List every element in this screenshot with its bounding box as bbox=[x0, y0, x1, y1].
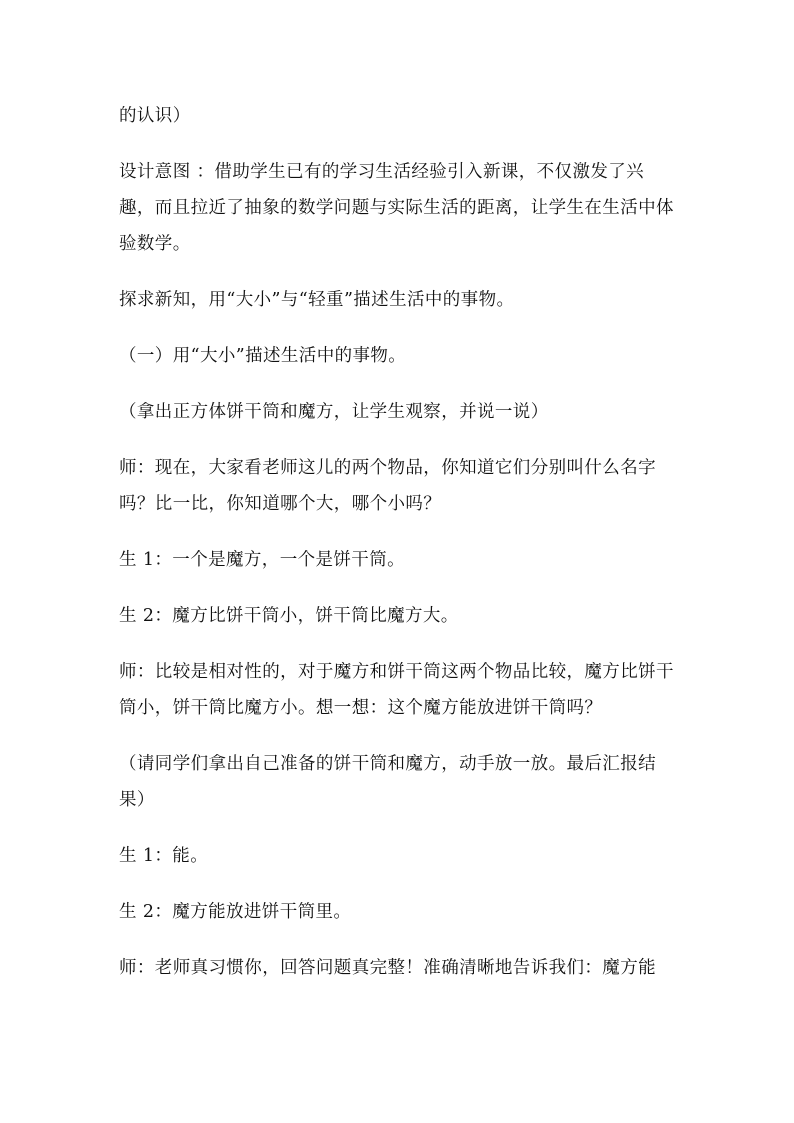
paragraph-teacher-praise: 师：老师真习惯你，回答问题真完整！准确清晰地告诉我们：魔方能 bbox=[119, 958, 656, 978]
document-body bbox=[119, 98, 679, 1006]
paragraph-instruction: （拿出正方体饼干筒和魔方，让学生观察，并说一说） bbox=[119, 402, 549, 422]
paragraph-student-1-answer: 生 1：一个是魔方，一个是饼干筒。 bbox=[119, 550, 405, 570]
paragraph-subsection-heading: （一）用“大小”描述生活中的事物。 bbox=[119, 346, 407, 366]
paragraph-teacher-question: 师：现在，大家看老师这儿的两个物品，你知道它们分别叫什么名字吗？比一比，你知道哪个大，哪个小吗？ bbox=[119, 458, 656, 514]
paragraph-continuation: 的认识） bbox=[119, 106, 191, 126]
paragraph-design-intent: 设计意图 ：借助学生已有的学习生活经验引入新课，不仅激发了兴趣，而且拉近了抽象的数学问题与实际生活的距离，让学生在生活中体验数学。 bbox=[119, 162, 674, 254]
paragraph-activity-instruction: （请同学们拿出自己准备的饼干筒和魔方，动手放一放。最后汇报结果） bbox=[119, 754, 656, 810]
paragraph-teacher-comparison: 师：比较是相对性的，对于魔方和饼干筒这两个物品比较，魔方比饼干筒小，饼干筒比魔方小。想一想：这个魔方能放进饼干筒吗？ bbox=[119, 662, 674, 718]
paragraph-section-intro: 探求新知，用“大小”与“轻重”描述生活中的事物。 bbox=[119, 290, 515, 310]
paragraph-student-2-answer: 生 2：魔方比饼干筒小，饼干筒比魔方大。 bbox=[119, 606, 459, 626]
paragraph-student-2-reply: 生 2：魔方能放进饼干筒里。 bbox=[119, 902, 352, 922]
paragraph-student-1-reply: 生 1：能。 bbox=[119, 846, 209, 866]
